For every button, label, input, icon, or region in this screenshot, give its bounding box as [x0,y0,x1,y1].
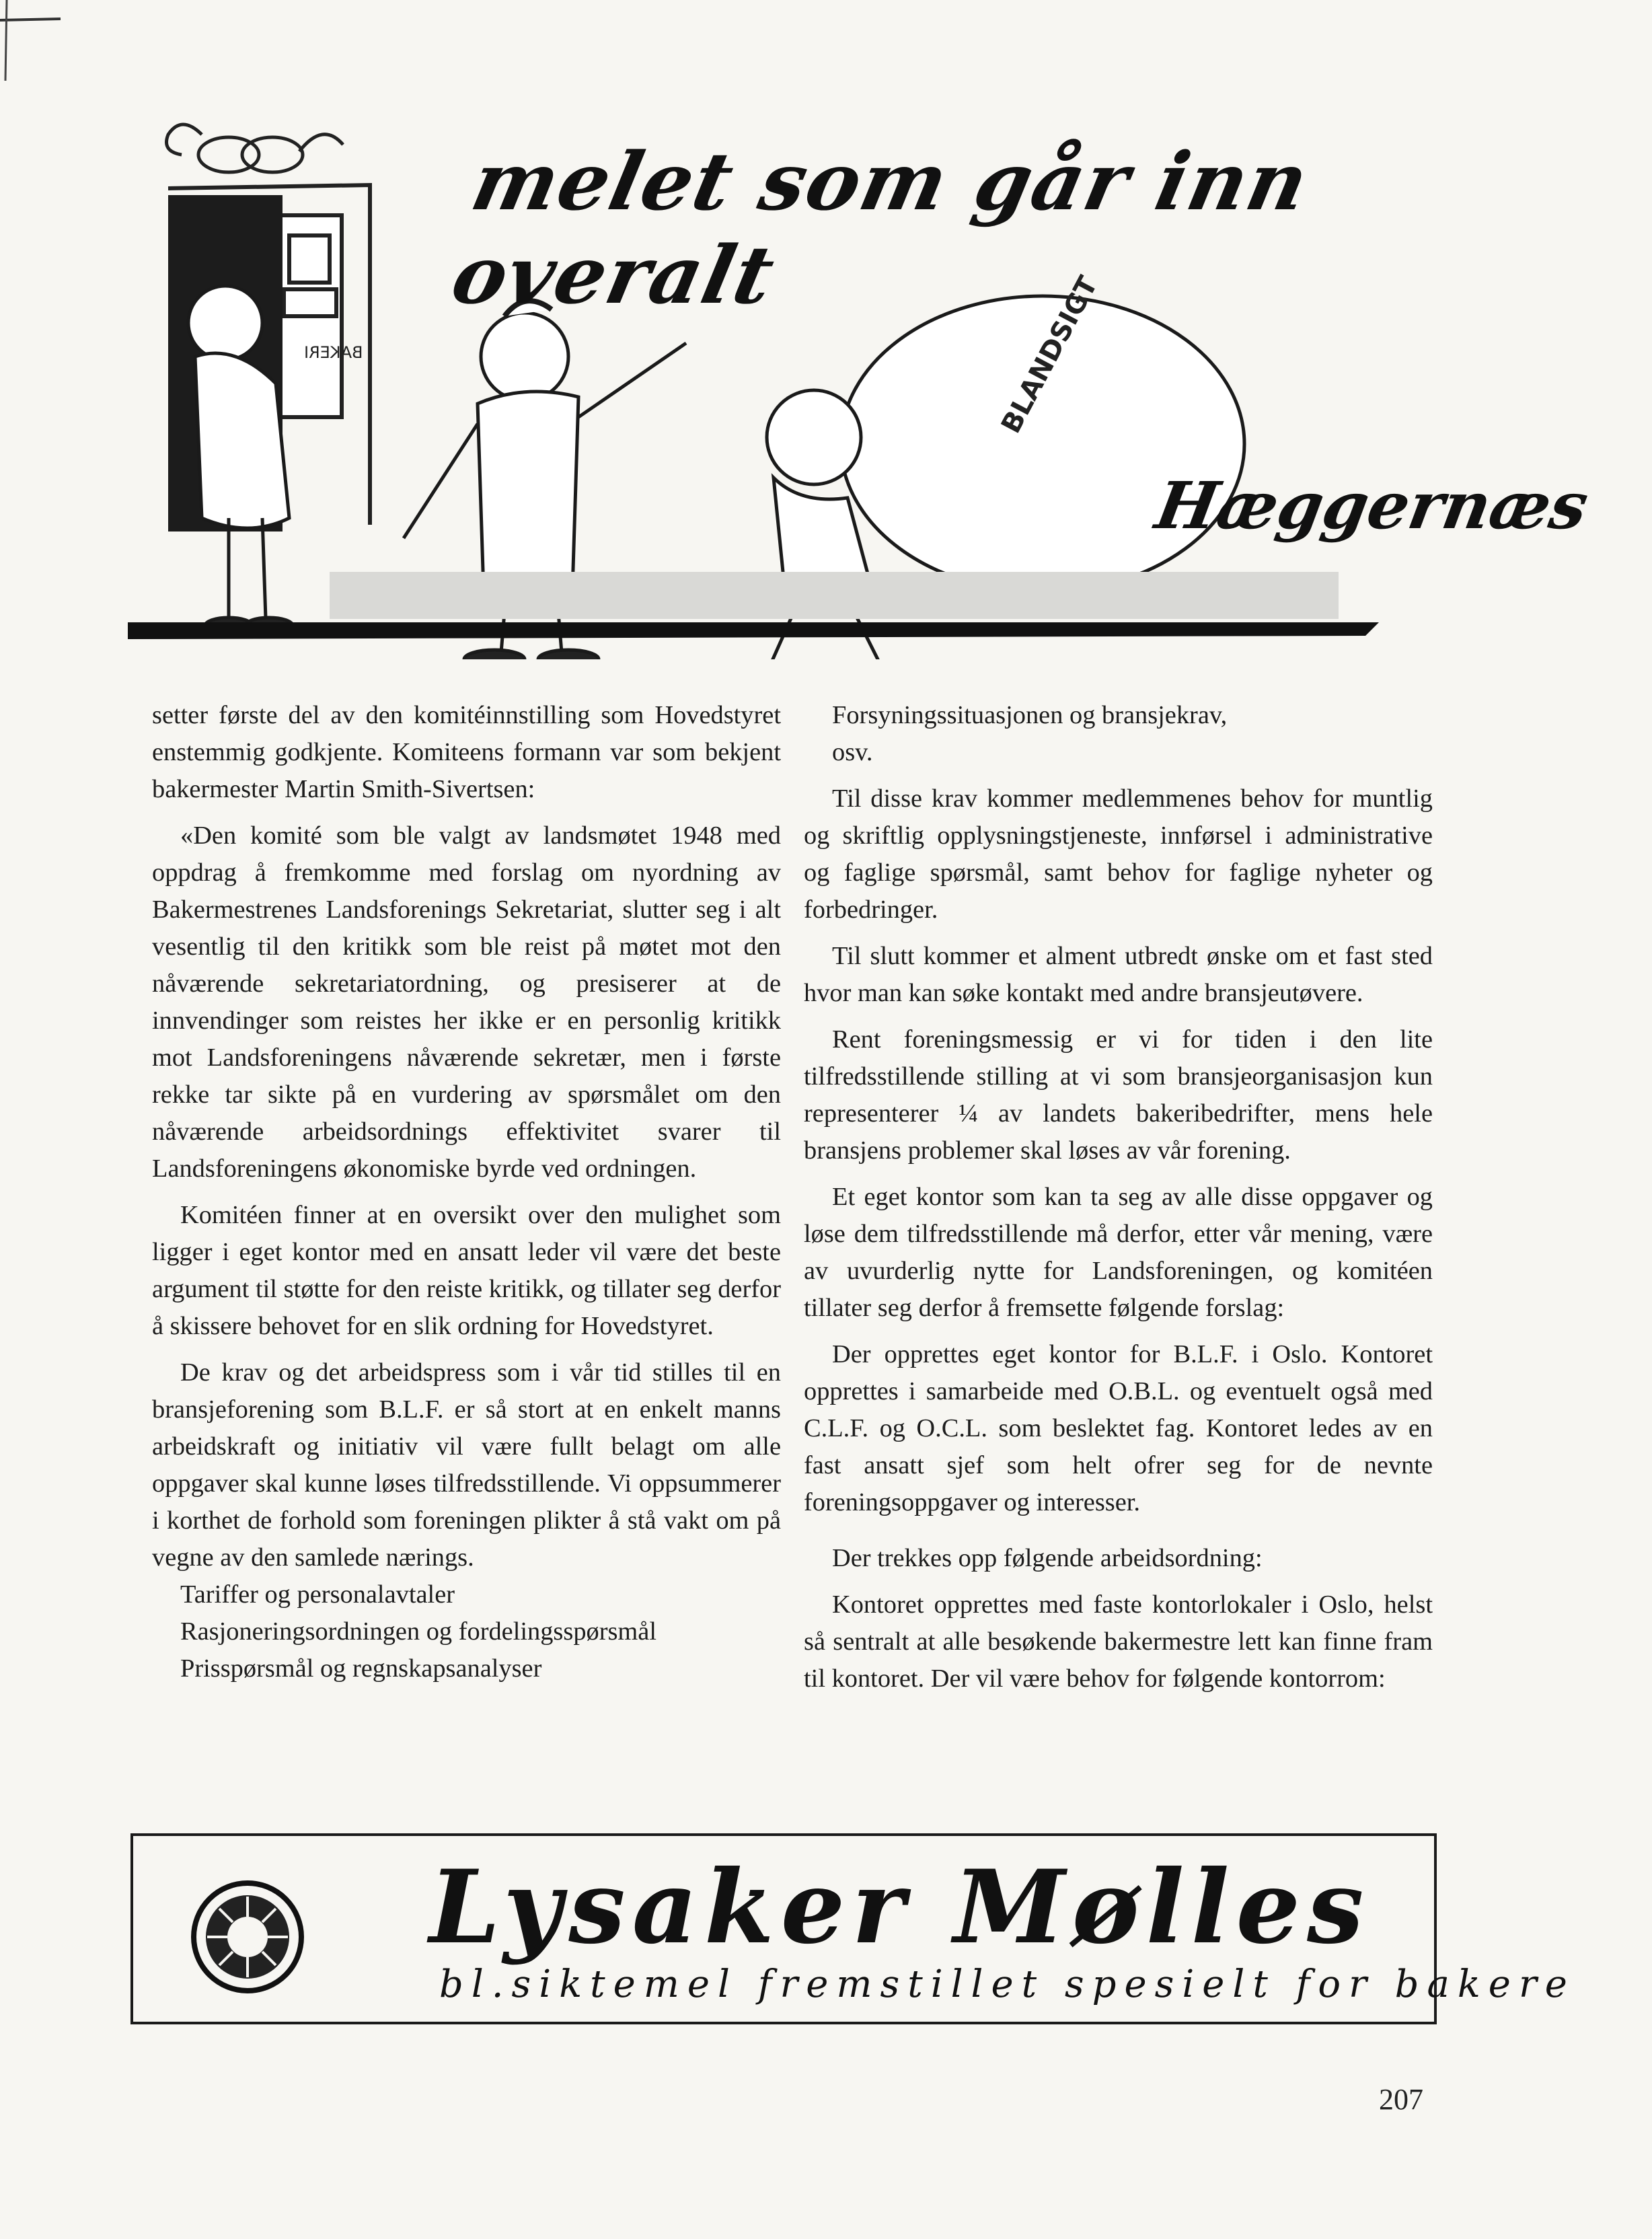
ground-shading [330,572,1339,619]
ad-slogan: melet som går inn overalt [444,135,1318,322]
paragraph: Kontoret opprettes med faste kontorlokaler i Oslo, helst så sentralt at alle besøkende bakermestre lett kan finne fram til kontoret. Der vil være behov for følgende kontorrom: [804,1590,1433,1693]
paragraph: Et eget kontor som kan ta seg av alle disse oppgaver og løse dem tilfredsstillende må derfor, etter vår mening, være av uvurderlig nytte for Landsforeningen, og komitéen tillater seg derfor å fremsette følgende forslag: [804,1183,1433,1322]
list-item: Prisspørsmål og regnskapsanalyser [180,1654,542,1683]
mill-wheel-icon [187,1876,308,1997]
right-column [804,697,1433,1697]
list-item: Tariffer og personalavtaler [180,1580,455,1609]
ad-divider-bar [128,622,1379,639]
ad-title: Lysaker Mølles [429,1848,1371,1967]
paragraph: De krav og det arbeidspress som i vår tid stilles til en bransjeforening som B.L.F. er så stort at en enkelt manns arbeidskraft og initiativ vil være fullt belagt om alle oppgaver skal kunne løses tilfredsstillende. Vi oppsummerer i korthet de forhold som foreningen plikter å stå vakt om på vegne av den samlede nærings. [152,1358,781,1572]
page-corner-mark [0,0,81,81]
door-sign: BAKERI [304,343,363,362]
paragraph: «Den komité som ble valgt av landsmøtet 1948 med oppdrag å fremkomme med forslag om nyordning av Bakermestrenes Landsforenings Sekretariat, slutter seg i alt vesentlig til den kritikk som ble reist på møtet mot den nåværende sekretariatordning, og presiserer at de innvendinger som reistes her ikke er en personlig kritikk mot Landsforeningens nåværende sekretær, men i første rekke tar sikte på en vurdering av spørsmålet om den nåværende arbeidsordnings effektivitet svarer til Landsforeningens økonomiske byrde ved ordningen. [152,821,781,1183]
left-column [152,697,781,1687]
bottom-advertisement [130,1833,1575,2024]
paragraph: Der trekkes opp følgende arbeidsordning: [832,1544,1263,1572]
paragraph: Til disse krav kommer medlemmenes behov for muntlig og skriftlig opplysningstjeneste, innførsel i administrative og faglige spørsmål, samt behov for faglige nyheter og forbedringer. [804,784,1433,924]
list-item: Forsyningssituasjonen og bransjekrav, [832,701,1228,729]
paragraph: setter første del av den komitéinnstilling som Hovedstyret enstemmig godkjente. Komiteens formann var som bekjent bakermester Martin Smith-Sivertsen: [152,701,781,803]
list-item: Rasjoneringsordningen og fordelingsspørsmål [180,1617,656,1646]
page-number: 207 [1379,2083,1423,2116]
top-advertisement [128,101,1594,659]
paragraph: Der opprettes eget kontor for B.L.F. i Oslo. Kontoret opprettes i samarbeide med O.B.L. og eventuelt også med C.L.F. og O.C.L. som beslektet fag. Kontoret ledes av en fast ansatt sjef som helt ofrer seg for de nevnte foreningsoppgaver og interesser. [804,1340,1433,1516]
paragraph: Til slutt kommer et alment utbredt ønske om et fast sted hvor man kan søke kontakt med andre bransjeutøvere. [804,942,1433,1007]
ad-subtitle: bl.siktemel fremstillet spesielt for bakere [439,1962,1575,2006]
paragraph: Komitéen finner at en oversikt over den mulighet som ligger i eget kontor med en ansatt leder vil være det beste argument til støtte for den reiste kritikk, og tillater seg derfor å skissere behovet for en slik ordning for Hovedstyret. [152,1201,781,1340]
ad-brand: Hæggernæs [1150,468,1594,544]
list-item: osv. [832,738,873,766]
paragraph: Rent foreningsmessig er vi for tiden i den lite tilfredsstillende stilling at vi som bransjeorganisasjon kun representerer ¼ av landets bakeribedrifter, mens hele bransjens problemer skal løses av vår forening. [804,1025,1433,1165]
sack-label: BLANDSIGT [996,271,1104,439]
pretzel-logo-icon [167,124,344,172]
